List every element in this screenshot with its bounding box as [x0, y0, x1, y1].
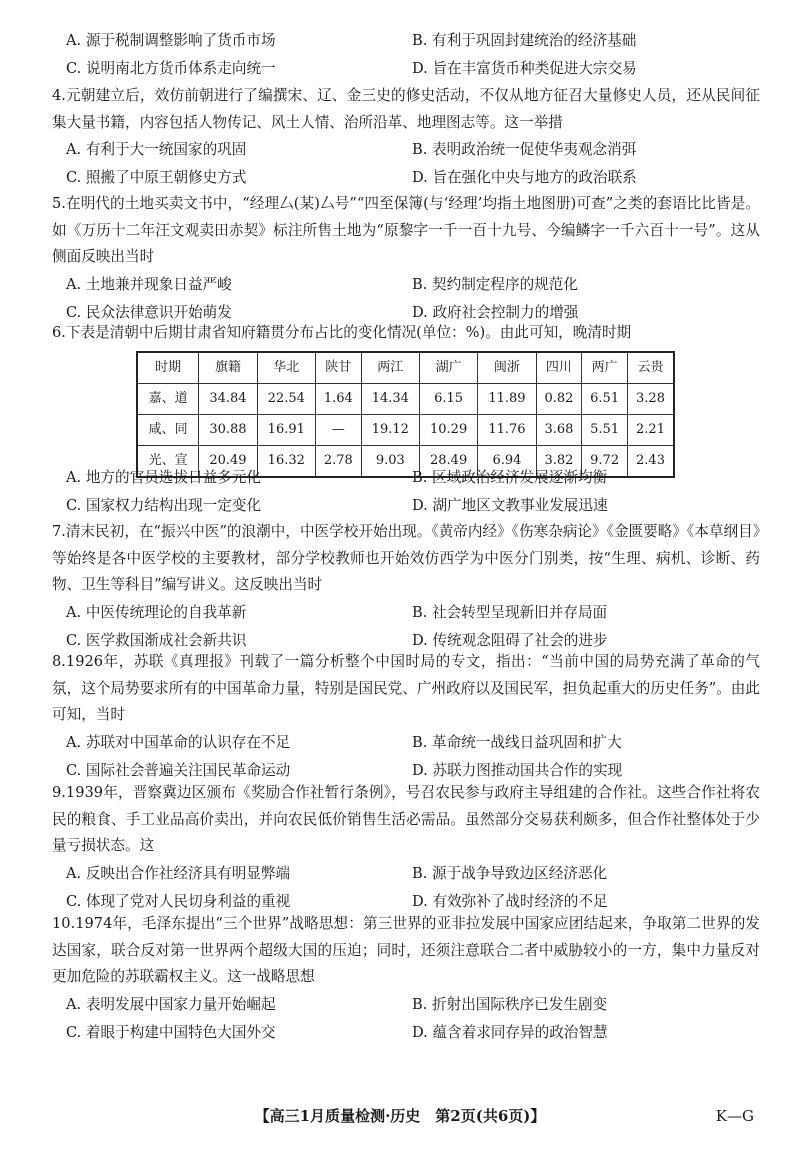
question-4 — [52, 83, 760, 192]
table-cell: 34.84 — [199, 384, 257, 415]
table-cell: 咸、同 — [137, 415, 199, 446]
table-cell: 20.49 — [199, 446, 257, 478]
table-cell: 19.12 — [361, 415, 419, 446]
table-header-cell: 两广 — [582, 352, 628, 384]
table-header-cell: 旗籍 — [199, 352, 257, 384]
q5-option-b: B. 契约制定程序的规范化 — [412, 275, 578, 293]
q10-option-a: A. 表明发展中国家力量开始崛起 — [66, 995, 276, 1013]
table-header-cell: 两江 — [361, 352, 419, 384]
q10-option-b: B. 折射出国际秩序已发生剧变 — [412, 995, 608, 1013]
question-5 — [52, 191, 760, 327]
q6-stem: 6.下表是清朝中后期甘肃省知府籍贯分布占比的变化情况(单位：%)。由此可知，晚清时期 — [52, 324, 632, 341]
q7-option-d: D. 传统观念阻碍了社会的进步 — [412, 631, 608, 649]
table-header-cell: 陕甘 — [315, 352, 361, 384]
table-cell: 3.82 — [536, 446, 582, 478]
question-6 — [52, 320, 760, 347]
q5-option-c: C. 民众法律意识开始萌发 — [66, 303, 232, 321]
table-cell: 3.68 — [536, 415, 582, 446]
table-cell: 9.03 — [361, 446, 419, 478]
q4-option-b: B. 表明政治统一促使华夷观念消弭 — [412, 141, 637, 158]
table-cell: 28.49 — [419, 446, 477, 478]
question-8 — [52, 649, 760, 785]
q5-option-a: A. 土地兼并现象日益严峻 — [66, 275, 232, 293]
q3-option-b: B. 有利于巩固封建统治的经济基础 — [412, 32, 637, 49]
table-header-cell: 湖广 — [419, 352, 477, 384]
q3-option-a: A. 源于税制调整影响了货币市场 — [66, 32, 276, 49]
table-header-cell: 四川 — [536, 352, 582, 384]
table-header-cell: 云贵 — [627, 352, 674, 384]
question-3 — [52, 27, 760, 83]
table-cell: 6.15 — [419, 384, 477, 415]
table-cell: 0.82 — [536, 384, 582, 415]
table-cell: 5.51 — [582, 415, 628, 446]
table-header-cell: 闽浙 — [478, 352, 536, 384]
q8-option-b: B. 革命统一战线日益巩固和扩大 — [412, 733, 622, 751]
table-cell: 2.78 — [315, 446, 361, 478]
q4-stem: 4.元朝建立后，效仿前朝进行了编撰宋、辽、金三史的修史活动，不仅从地方征召大量修史人员，还从民间征集大量书籍，内容包括人物传记、风土人情、治所沿革、地理图志等。这一举措 — [52, 87, 760, 131]
table-cell: 30.88 — [199, 415, 257, 446]
table-cell: 6.51 — [582, 384, 628, 415]
table-cell: 16.32 — [257, 446, 315, 478]
q5-option-d: D. 政府社会控制力的增强 — [412, 303, 579, 321]
q9-option-d: D. 有效弥补了战时经济的不足 — [412, 892, 608, 910]
q7-option-a: A. 中医传统理论的自我革新 — [66, 603, 247, 621]
q6-option-b: B. 区域政治经济发展逐渐均衡 — [412, 469, 608, 486]
table-row — [137, 384, 674, 415]
page-footer — [0, 1102, 800, 1130]
q9-option-a: A. 反映出合作社经济具有明显弊端 — [66, 864, 291, 882]
q8-option-c: C. 国际社会普遍关注国民革命运动 — [66, 761, 291, 779]
table-row — [137, 415, 674, 446]
table-cell: 3.28 — [627, 384, 674, 415]
table-cell: 9.72 — [582, 446, 628, 478]
table-cell: 16.91 — [257, 415, 315, 446]
question-7 — [52, 519, 760, 655]
q9-option-b: B. 源于战争导致边区经济恶化 — [412, 864, 608, 882]
q6-data-table — [136, 351, 675, 478]
q4-option-a: A. 有利于大一统国家的巩固 — [66, 141, 247, 158]
table-header-cell: 时期 — [137, 352, 199, 384]
table-header-cell: 华北 — [257, 352, 315, 384]
table-cell: 14.34 — [361, 384, 419, 415]
q6-option-a: A. 地方的官员选拔日益多元化 — [66, 469, 261, 486]
q8-option-a: A. 苏联对中国革命的认识存在不足 — [66, 733, 291, 751]
table-cell: 光、宣 — [137, 446, 199, 478]
question-9 — [52, 780, 760, 916]
table-cell: 嘉、道 — [137, 384, 199, 415]
q6-option-c: C. 国家权力结构出现一定变化 — [66, 497, 262, 514]
q9-stem: 9.1939年，晋察冀边区颁布《奖励合作社暂行条例》，号召农民参与政府主导组建的合作社。这些合作社将农民的粮食、手工业品高价卖出，并向农民低价销售生活必需品。虽然部分交易获利颇多，但合作社整体处于少量亏损状态。这 — [52, 784, 760, 854]
table-cell: 10.29 — [419, 415, 477, 446]
q5-stem: 5.在明代的土地买卖文书中，“经理厶(某)厶号”“四至保簿(与‘经理’均指土地图册)可查”之类的套语比比皆是。如《万历十二年汪文观卖田赤契》标注所售土地为“原黎字一千一百十九号、今编鳞字一千六百十一号”。这从侧面反映出当时 — [52, 195, 760, 265]
table-cell: — — [315, 415, 361, 446]
table-cell: 2.21 — [627, 415, 674, 446]
q10-option-d: D. 蕴含着求同存异的政治智慧 — [412, 1023, 608, 1041]
q3-option-d: D. 旨在丰富货币种类促进大宗交易 — [412, 60, 637, 77]
q4-option-c: C. 照搬了中原王朝修史方式 — [66, 169, 247, 186]
footer-title: 【高三1月质量检测·历史 第2页(共6页)】 — [254, 1107, 546, 1125]
table-cell: 6.94 — [478, 446, 536, 478]
q6-option-d: D. 湖广地区文教事业发展迅速 — [412, 497, 608, 514]
q9-option-c: C. 体现了党对人民切身利益的重视 — [66, 892, 291, 910]
q8-option-d: D. 苏联力图推动国共合作的实现 — [412, 761, 623, 779]
table-cell: 1.64 — [315, 384, 361, 415]
table-cell: 22.54 — [257, 384, 315, 415]
q4-option-d: D. 旨在强化中央与地方的政治联系 — [412, 169, 637, 186]
q8-stem: 8.1926年，苏联《真理报》刊载了一篇分析整个中国时局的专文，指出：“当前中国的局势充满了革命的气氛，这个局势要求所有的中国革命力量，特别是国民党、广州政府以及国民军，担负起重大的历史任务”。由此可知，当时 — [52, 653, 760, 723]
table-cell: 2.43 — [627, 446, 674, 478]
question-6-options — [52, 464, 760, 520]
table-cell: 11.89 — [478, 384, 536, 415]
q10-option-c: C. 着眼于构建中国特色大国外交 — [66, 1023, 276, 1041]
q7-stem: 7.清末民初，在“振兴中医”的浪潮中，中医学校开始出现。《黄帝内经》《伤寒杂病论》《金匮要略》《本草纲目》等始终是各中医学校的主要教材，部分学校教师也开始效仿西学为中医分门别类，按“生理、病机、诊断、药物、卫生等科目”编写讲义。这反映出当时 — [52, 523, 760, 593]
table-header-row — [137, 352, 674, 384]
q3-option-c: C. 说明南北方货币体系走向统一 — [66, 60, 276, 77]
q10-stem: 10.1974年，毛泽东提出“三个世界”战略思想：第三世界的亚非拉发展中国家应团结起来，争取第二世界的发达国家，联合反对第一世界两个超级大国的压迫；同时，还须注意联合二者中威胁较小的一方，集中力量反对更加危险的苏联霸权主义。这一战略思想 — [52, 915, 760, 985]
question-10 — [52, 911, 760, 1047]
footer-code: K—G — [715, 1107, 754, 1125]
q7-option-b: B. 社会转型呈现新旧并存局面 — [412, 603, 608, 621]
table-cell: 11.76 — [478, 415, 536, 446]
q7-option-c: C. 医学救国渐成社会新共识 — [66, 631, 247, 649]
